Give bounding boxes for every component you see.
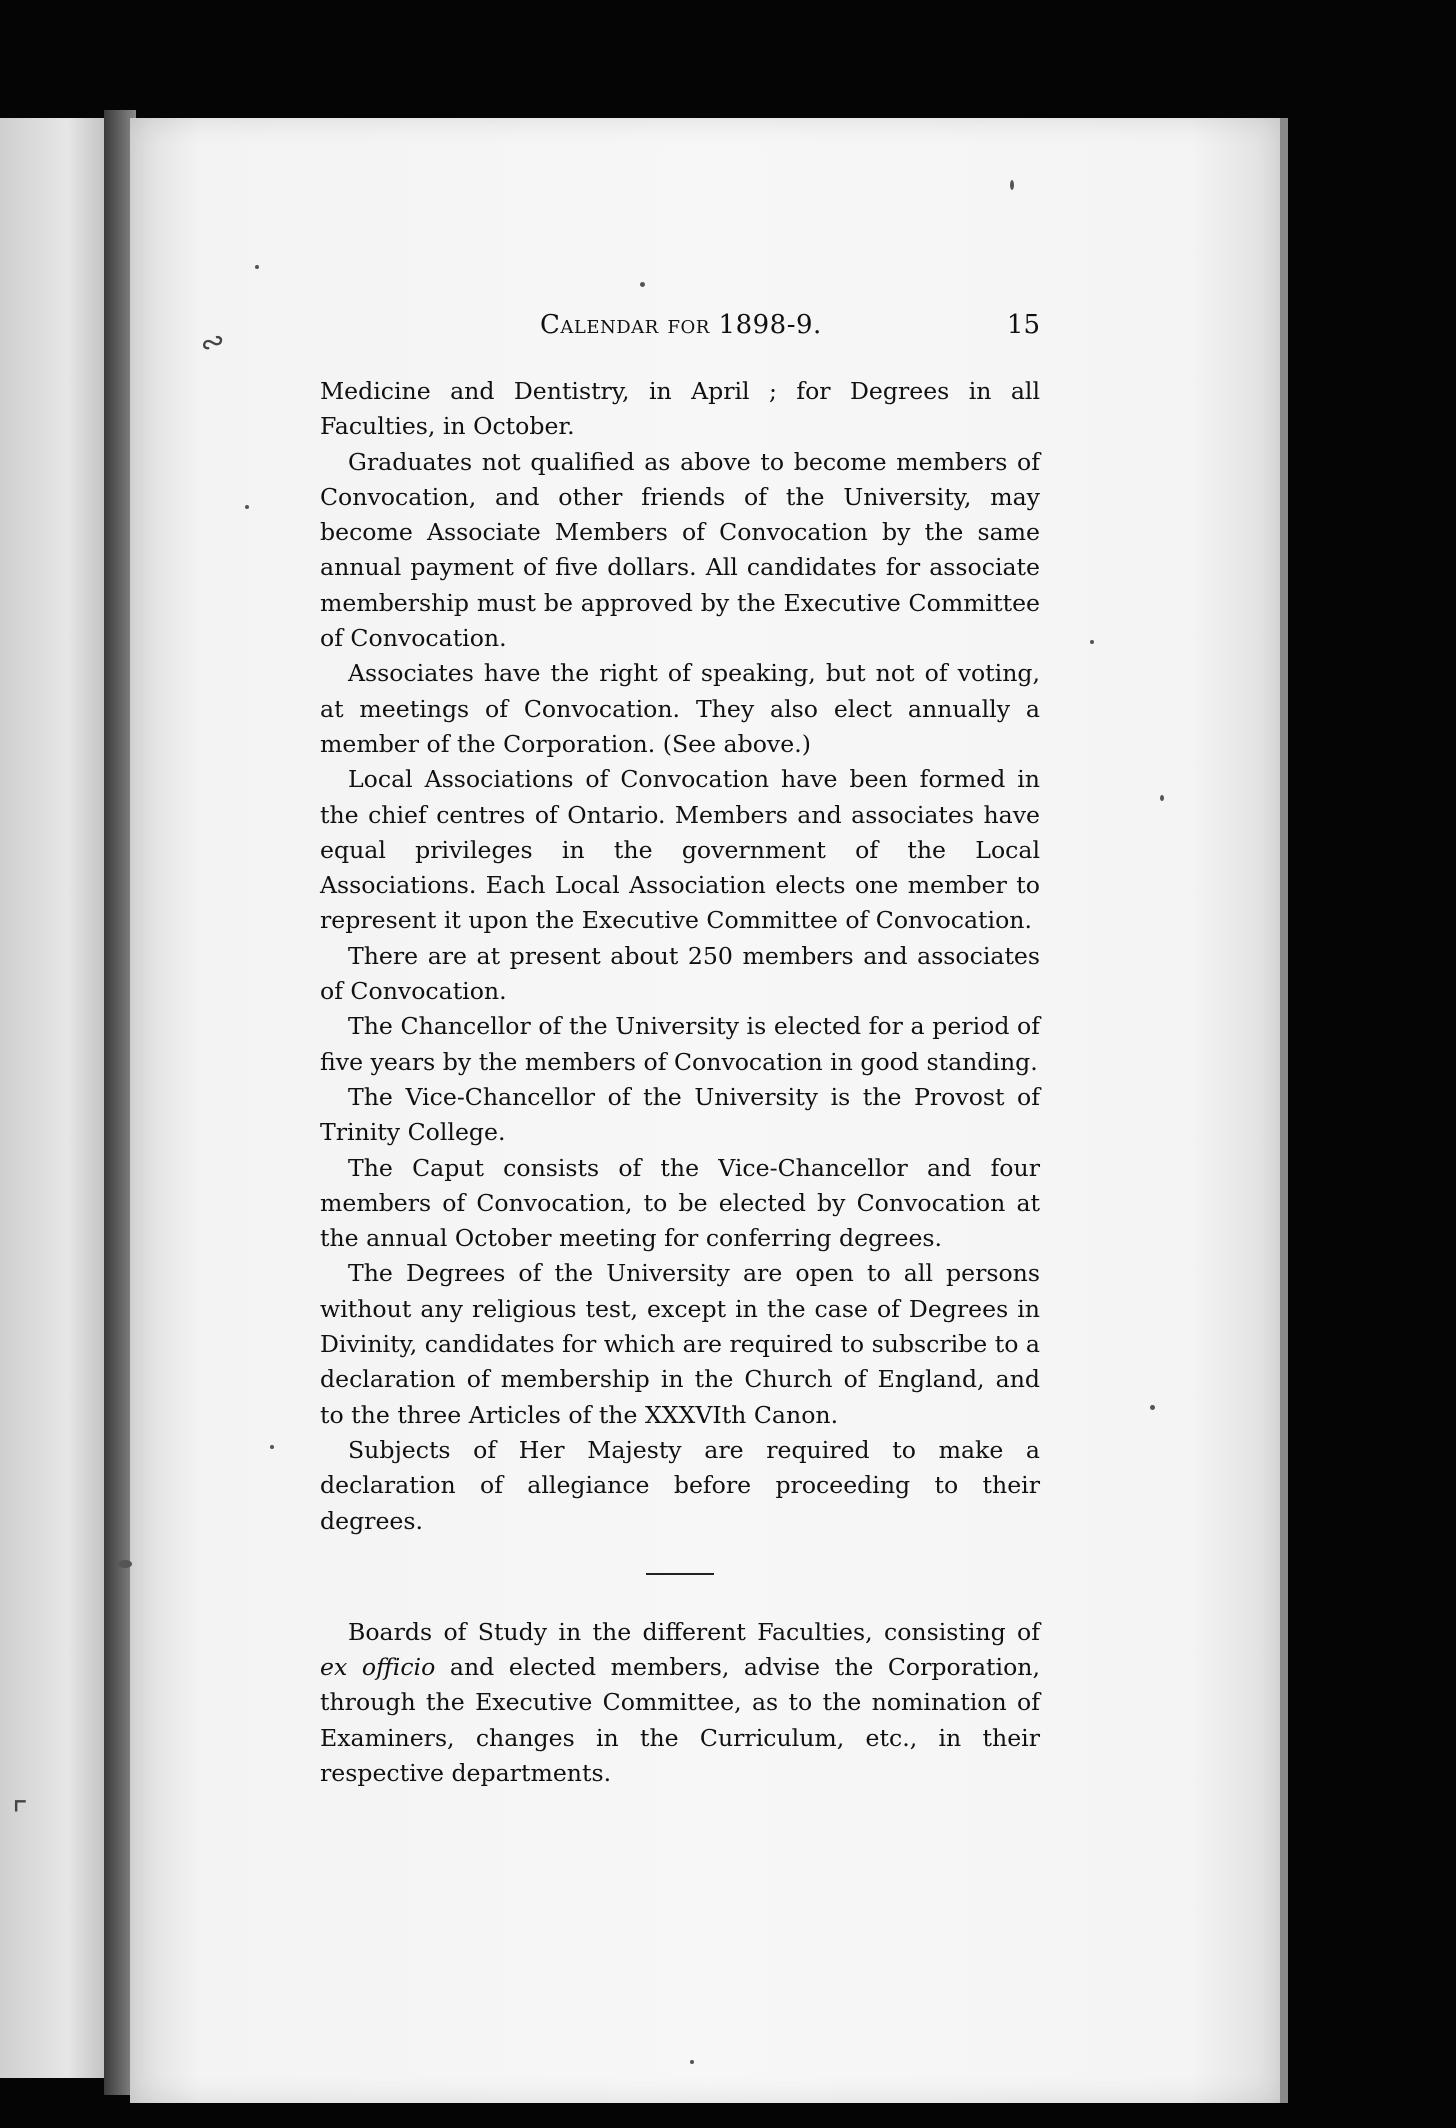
running-title: Calendar for 1898-9. <box>540 310 822 340</box>
paragraph-degrees: The Degrees of the University are open to all persons without any religious test, except in the case of Degrees in Divinity, candidates for which are required to subscribe to a declaration of membership in the Church of England, and to the three Articles of the XXXVIth Canon. <box>320 1259 1040 1429</box>
page-text <box>320 308 1040 1791</box>
paragraph-continuation: Medicine and Dentistry, in April ; for Degrees in all Faculties, in October. <box>320 377 1040 441</box>
margin-scribble-top-left: ∾ <box>194 321 231 364</box>
page-edge-shadow <box>1280 118 1288 2103</box>
boards-text-italic: ex officio <box>320 1653 436 1682</box>
facing-page-edge <box>0 118 112 2078</box>
paragraph-local-associations: Local Associations of Convocation have been formed in the chief centres of Ontario. Members and associates have equal privileges in the government of the Local Associations. Each Local Association elects one member to represent it upon the Executive Committee of Convocation. <box>320 765 1040 935</box>
boards-text-end: and elected members, advise the Corporation, through the Executive Committee, as to the nomination of Examiners, changes in the Curriculum, etc., in their respective departments. <box>320 1653 1040 1787</box>
paragraph-membership-count: There are at present about 250 members and associates of Convocation. <box>320 941 1040 1006</box>
margin-scribble-bottom-left: ⌜ <box>12 1795 28 1835</box>
paragraph-chancellor: The Chancellor of the University is elected for a period of five years by the members of Convocation in good standing. <box>320 1012 1040 1076</box>
paragraph-caput: The Caput consists of the Vice-Chancellor and four members of Convocation, to be elected by Convocation at the annual October meeting for conferring degrees. <box>320 1153 1040 1253</box>
running-head <box>320 308 1040 358</box>
paragraph-boards-of-study <box>320 1615 1040 1791</box>
paragraph-graduates: Graduates not qualified as above to become members of Convocation, and other friends of the University, may become Associate Members of Convocation by the same annual payment of five dollars. All candidates for associate membership must be approved by the Executive Committee of Convocation. <box>320 447 1040 653</box>
section-divider <box>646 1573 714 1575</box>
paragraph-allegiance: Subjects of Her Majesty are required to make a declaration of allegiance before proceeding to their degrees. <box>320 1435 1040 1535</box>
paragraph-vice-chancellor: The Vice-Chancellor of the University is the Provost of Trinity College. <box>320 1082 1040 1147</box>
page-number: 15 <box>1006 310 1040 340</box>
paragraph-associates: Associates have the right of speaking, but not of voting, at meetings of Convocation. They also elect annually a member of the Corporation. (See above.) <box>320 659 1040 758</box>
boards-text-start: Boards of Study in the different Faculties, consisting of <box>348 1617 1040 1646</box>
